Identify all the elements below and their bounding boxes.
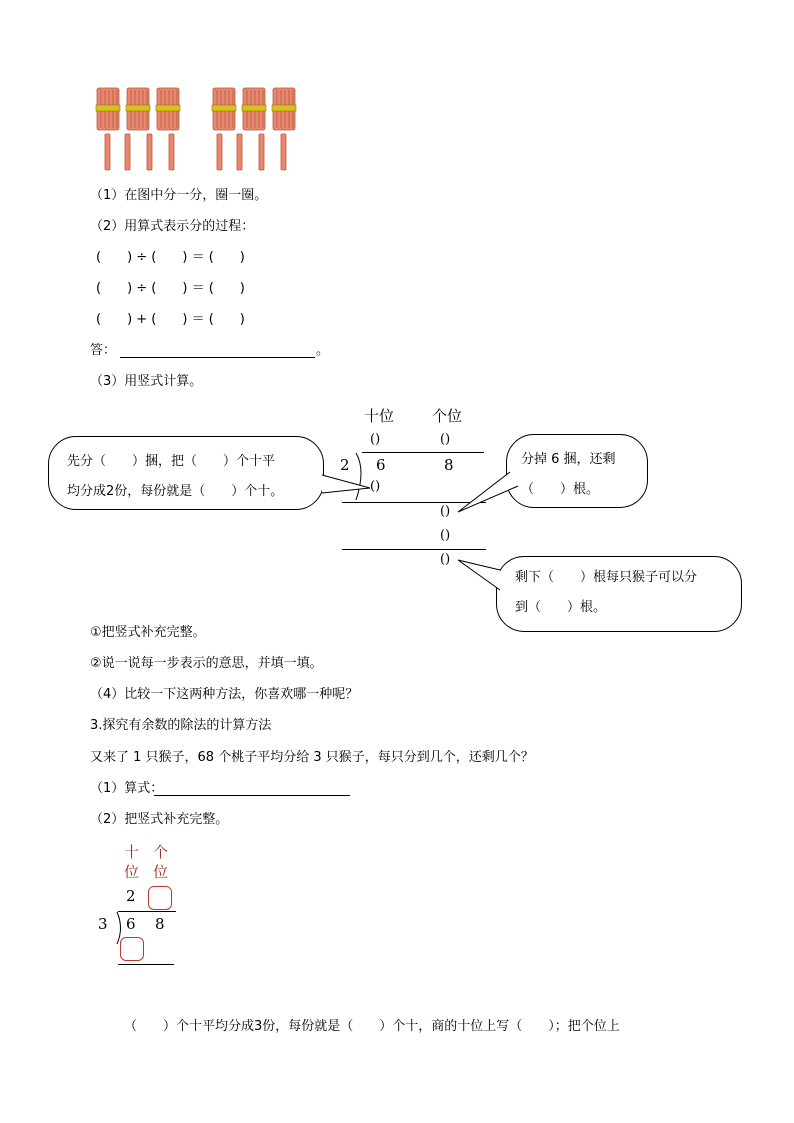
divisor-2: 3 xyxy=(98,915,108,933)
quotient-ones-box[interactable] xyxy=(148,886,172,910)
pointer-bottom xyxy=(458,560,500,590)
ones-label-top: 个 xyxy=(153,843,169,861)
question-4: （4）比较一下这两种方法，你喜欢哪一种呢？ xyxy=(90,687,359,702)
tens-label-bottom: 位 xyxy=(124,863,140,881)
section-3-q1: （1）算式： xyxy=(90,781,164,796)
answer-end: 。 xyxy=(316,343,330,358)
callout-right-line-2: （ ）根。 xyxy=(521,482,600,497)
step-2-text: ②说一说每一步表示的意思，并填一填。 xyxy=(90,656,323,671)
quotient-tens-2: 2 xyxy=(126,887,136,905)
step-1-text: ①把竖式补充完整。 xyxy=(90,625,206,640)
callout-bottom-line-2: 到（ ）根。 xyxy=(515,600,607,615)
question-2: （2）用算式表示分的过程： xyxy=(90,219,255,234)
tens-label-top: 十 xyxy=(124,843,140,861)
question-3: （3）用竖式计算。 xyxy=(90,374,203,389)
tens-header: 十位 xyxy=(364,407,395,425)
divisor-1: 2 xyxy=(340,456,350,474)
quotient-tens-blank[interactable]: () xyxy=(370,432,381,447)
ones-label-bottom: 位 xyxy=(153,863,169,881)
section-3-q2: （2）把竖式补充完整。 xyxy=(90,812,229,827)
callout-right-line-1: 分掉 6 捆，还剩 xyxy=(521,452,616,467)
final-remainder-blank[interactable]: () xyxy=(440,552,451,567)
equation-2: ( ) ÷ ( ) ＝ ( ) xyxy=(96,281,245,296)
pointer-right xyxy=(458,472,518,512)
bottom-fill-text: （ ）个十平均分成3份，每份就是（ ）个十，商的十位上写（ ）；把个位上 xyxy=(124,1019,620,1034)
dividend-tens-1: 6 xyxy=(376,456,386,474)
callout-left-line-1: 先分（ ）捆，把（ ）个十平 xyxy=(67,454,276,469)
callout-bottom-line-1: 剩下（ ）根每只猴子可以分 xyxy=(515,570,698,585)
step2-ones-blank[interactable]: () xyxy=(440,528,451,543)
callout-left-line-2: 均分成2份，每份就是（ ）个十。 xyxy=(67,484,284,499)
step-tens-box[interactable] xyxy=(120,937,144,961)
ones-header: 个位 xyxy=(432,407,463,425)
section-3-problem: 又来了 1 只猴子，68 个桃子平均分给 3 只猴子，每只分到几个，还剩几个？ xyxy=(90,750,534,765)
equation-1: ( ) ÷ ( ) ＝ ( ) xyxy=(96,250,245,265)
question-1: （1）在图中分一分，圈一圈。 xyxy=(90,188,268,203)
step1-tens-blank[interactable]: () xyxy=(370,479,381,494)
division-bracket-1 xyxy=(356,453,361,500)
answer-label: 答： xyxy=(90,343,117,358)
dividend-ones-2: 8 xyxy=(155,915,165,933)
formula-line[interactable] xyxy=(154,795,350,796)
pointer-left xyxy=(322,475,370,493)
remainder1-blank[interactable]: () xyxy=(440,504,451,519)
section-3-title: 3.探究有余数的除法的计算方法 xyxy=(90,718,272,733)
dividend-tens-2: 6 xyxy=(126,915,136,933)
dividend-ones-1: 8 xyxy=(444,456,454,474)
equation-3: ( ) + ( ) ＝ ( ) xyxy=(96,312,245,327)
quotient-bar-2 xyxy=(118,911,176,912)
step-line-3 xyxy=(118,964,174,965)
quotient-ones-blank[interactable]: () xyxy=(440,432,451,447)
